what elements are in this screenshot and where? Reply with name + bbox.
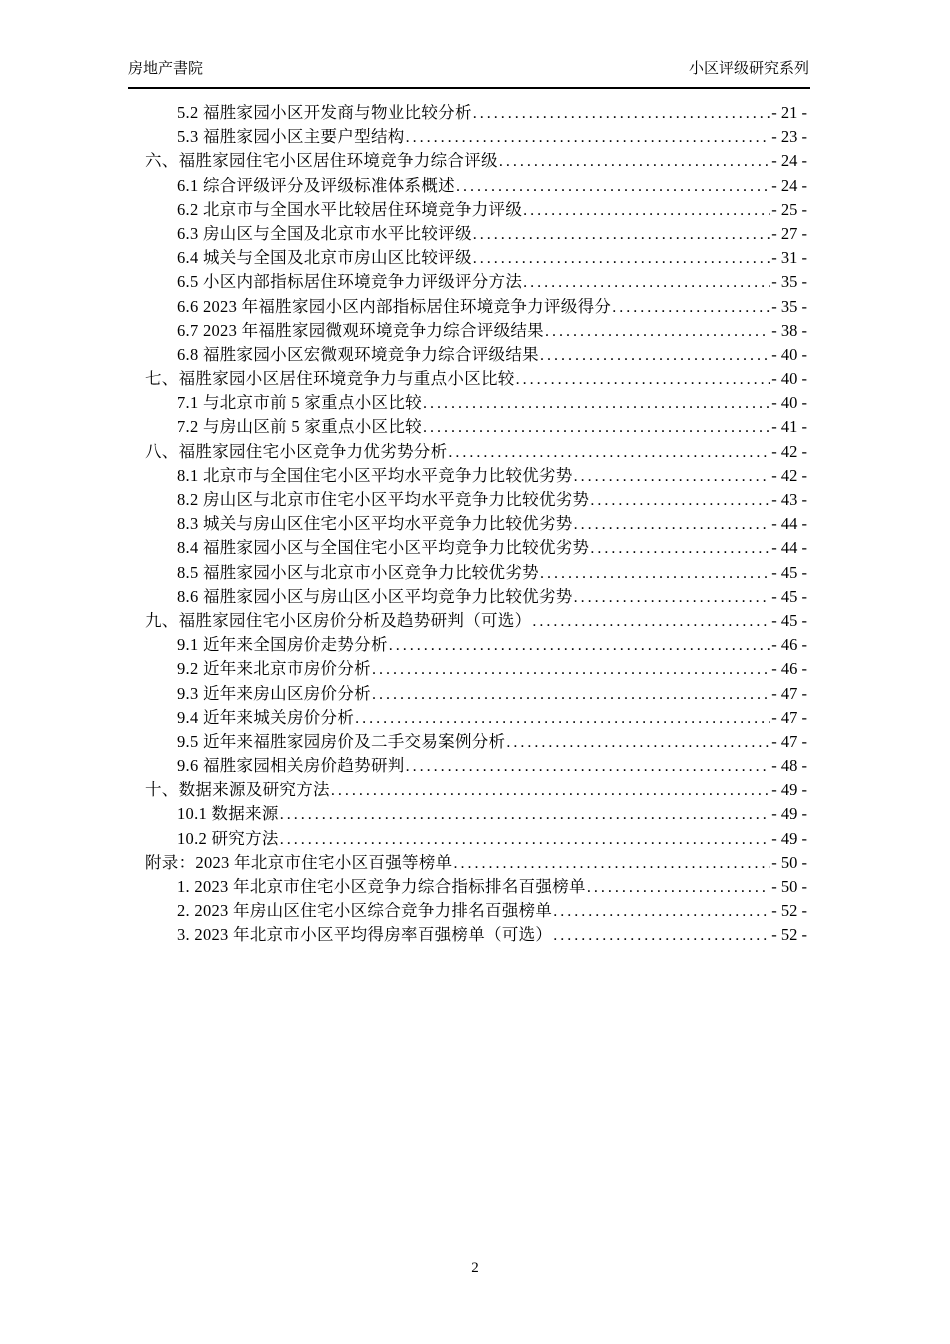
toc-leader-dots — [473, 101, 771, 126]
toc-entry[interactable] — [128, 270, 807, 294]
toc-entry-page-number: - 42 - — [771, 441, 807, 461]
toc-entry-page-number: - 43 - — [771, 490, 807, 509]
toc-entry-page-number: - 49 - — [771, 780, 807, 800]
toc-entry[interactable] — [128, 754, 807, 778]
toc-entry[interactable] — [128, 415, 807, 439]
toc-entry-page-number: - 40 - — [771, 393, 807, 413]
toc-entry[interactable] — [128, 464, 807, 488]
toc-entry[interactable] — [128, 198, 807, 222]
toc-entry[interactable] — [128, 174, 807, 198]
toc-leader-dots — [473, 222, 771, 247]
toc-entry-page-number: - 49 - — [771, 804, 807, 824]
toc-entry[interactable] — [128, 125, 807, 149]
toc-leader-dots — [506, 730, 770, 755]
toc-entry-page-number: - 49 - — [771, 828, 807, 848]
header-left-title: 房地产書院 — [128, 60, 204, 77]
toc-entry-label: 9.4 近年来城关房价分析 — [177, 707, 355, 727]
toc-entry-label: 十、数据来源及研究方法 — [145, 780, 330, 800]
toc-leader-dots — [456, 174, 770, 199]
toc-entry-label: 8.6 福胜家园小区与房山区小区平均竞争力比较优劣势 — [177, 586, 573, 606]
toc-leader-dots — [553, 899, 770, 924]
toc-entry-label: 6.8 福胜家园小区宏微观环境竞争力综合评级结果 — [177, 344, 539, 364]
toc-entry[interactable] — [128, 778, 807, 802]
footer-page-number: 2 — [471, 1260, 479, 1276]
toc-entry-label: 八、福胜家园住宅小区竞争力优劣势分析 — [145, 441, 448, 461]
toc-entry[interactable] — [128, 222, 807, 246]
toc-leader-dots — [355, 706, 770, 731]
toc-entry-page-number: - 24 - — [771, 151, 807, 171]
toc-entry[interactable] — [128, 295, 807, 319]
toc-leader-dots — [372, 657, 770, 682]
toc-entry[interactable] — [128, 101, 807, 125]
toc-entry-page-number: - 50 - — [771, 852, 807, 872]
toc-entry-label: 9.2 近年来北京市房价分析 — [177, 659, 371, 679]
toc-entry-label: 8.5 福胜家园小区与北京市小区竞争力比较优劣势 — [177, 562, 539, 582]
toc-entry-label: 6.4 城关与全国及北京市房山区比较评级 — [177, 248, 472, 268]
toc-entry[interactable] — [128, 561, 807, 585]
toc-leader-dots — [448, 440, 770, 465]
toc-leader-dots — [280, 827, 771, 852]
toc-entry-page-number: - 52 - — [771, 901, 807, 921]
toc-entry-page-number: - 47 - — [771, 731, 807, 751]
toc-leader-dots — [389, 633, 771, 658]
toc-entry-page-number: - 40 - — [771, 369, 807, 389]
toc-entry[interactable] — [128, 923, 807, 947]
toc-entry-page-number: - 25 - — [771, 199, 807, 219]
toc-leader-dots — [540, 343, 770, 368]
toc-entry-page-number: - 35 - — [771, 296, 807, 316]
toc-entry-label: 8.3 城关与房山区住宅小区平均水平竞争力比较优劣势 — [177, 514, 573, 534]
toc-entry-label: 5.3 福胜家园小区主要户型结构 — [177, 127, 405, 147]
toc-entry-page-number: - 45 - — [771, 586, 807, 606]
toc-leader-dots — [553, 923, 770, 948]
toc-entry[interactable] — [128, 802, 807, 826]
toc-leader-dots — [574, 585, 771, 610]
toc-entry-page-number: - 47 - — [771, 707, 807, 727]
toc-entry-label: 1. 2023 年北京市住宅小区竞争力综合指标排名百强榜单 — [177, 877, 586, 896]
toc-entry-page-number: - 35 - — [771, 272, 807, 292]
toc-entry-label: 8.1 北京市与全国住宅小区平均水平竞争力比较优劣势 — [177, 465, 573, 485]
toc-leader-dots — [516, 367, 771, 392]
toc-entry-label: 6.7 2023 年福胜家园微观环境竞争力综合评级结果 — [177, 320, 544, 340]
toc-entry[interactable] — [128, 585, 807, 609]
toc-leader-dots — [590, 488, 770, 513]
toc-entry-label: 6.3 房山区与全国及北京市水平比较评级 — [177, 223, 472, 243]
toc-leader-dots — [499, 149, 770, 174]
toc-leader-dots — [423, 391, 770, 416]
toc-leader-dots — [423, 415, 770, 440]
toc-entry-label: 九、福胜家园住宅小区房价分析及趋势研判（可选） — [145, 610, 532, 630]
toc-entry-label: 5.2 福胜家园小区开发商与物业比较分析 — [177, 103, 472, 122]
toc-entry[interactable] — [128, 343, 807, 367]
toc-entry-page-number: - 46 - — [771, 659, 807, 679]
toc-entry[interactable] — [128, 536, 807, 560]
toc-leader-dots — [590, 536, 770, 561]
toc-leader-dots — [587, 875, 770, 900]
toc-entry[interactable] — [128, 633, 807, 657]
toc-entry-page-number: - 21 - — [771, 103, 807, 122]
toc-entry-label: 7.1 与北京市前 5 家重点小区比较 — [177, 393, 422, 413]
toc-entry-page-number: - 41 - — [771, 417, 807, 437]
toc-entry-label: 10.1 数据来源 — [177, 804, 279, 824]
toc-entry[interactable] — [128, 730, 807, 754]
toc-entry[interactable] — [128, 391, 807, 415]
toc-leader-dots — [574, 512, 771, 537]
toc-entry-label: 6.2 北京市与全国水平比较居住环境竞争力评级 — [177, 199, 523, 219]
toc-entry[interactable] — [128, 706, 807, 730]
page-header — [128, 58, 809, 80]
toc-entry[interactable] — [128, 657, 807, 681]
toc-entry-page-number: - 24 - — [771, 175, 807, 195]
toc-entry-page-number: - 27 - — [771, 223, 807, 243]
toc-entry-label: 六、福胜家园住宅小区居住环境竞争力综合评级 — [145, 151, 498, 171]
toc-entry[interactable] — [128, 682, 807, 706]
toc-leader-dots — [331, 778, 770, 803]
toc-entry[interactable] — [128, 899, 807, 923]
toc-leader-dots — [453, 851, 770, 876]
toc-entry-label: 6.1 综合评级评分及评级标准体系概述 — [177, 175, 455, 195]
header-right-title: 小区评级研究系列 — [688, 60, 809, 77]
toc-leader-dots — [532, 609, 770, 634]
toc-entry[interactable] — [128, 246, 807, 270]
toc-leader-dots — [540, 561, 770, 586]
toc-entry-label: 3. 2023 年北京市小区平均得房率百强榜单（可选） — [177, 925, 553, 945]
toc-entry-page-number: - 38 - — [771, 320, 807, 340]
toc-entry[interactable] — [128, 827, 807, 851]
toc-entry[interactable] — [128, 488, 807, 512]
toc-leader-dots — [523, 198, 770, 223]
toc-leader-dots — [545, 319, 770, 344]
toc-entry[interactable] — [128, 319, 807, 343]
toc-entry-label: 6.6 2023 年福胜家园小区内部指标居住环境竞争力评级得分 — [177, 296, 612, 316]
page-footer — [0, 1258, 950, 1278]
toc-entry-label: 9.3 近年来房山区房价分析 — [177, 683, 371, 703]
toc-leader-dots — [280, 802, 771, 827]
toc-entry[interactable] — [128, 875, 807, 899]
toc-leader-dots — [372, 682, 770, 707]
toc-entry-label: 附录：2023 年北京市住宅小区百强等榜单 — [145, 852, 453, 872]
toc-entry-label: 7.2 与房山区前 5 家重点小区比较 — [177, 417, 422, 437]
toc-list — [128, 101, 807, 948]
toc-entry-label: 8.2 房山区与北京市住宅小区平均水平竞争力比较优劣势 — [177, 490, 590, 509]
toc-entry-label: 9.1 近年来全国房价走势分析 — [177, 635, 388, 655]
toc-entry-page-number: - 44 - — [771, 538, 807, 558]
toc-entry-page-number: - 40 - — [771, 344, 807, 364]
toc-entry-page-number: - 44 - — [771, 514, 807, 534]
toc-entry-label: 9.6 福胜家园相关房价趋势研判 — [177, 756, 405, 776]
toc-entry-page-number: - 48 - — [771, 756, 807, 776]
toc-entry-label: 2. 2023 年房山区住宅小区综合竞争力排名百强榜单 — [177, 901, 553, 921]
toc-leader-dots — [523, 270, 770, 295]
toc-leader-dots — [473, 246, 771, 271]
toc-entry-page-number: - 45 - — [771, 562, 807, 582]
toc-entry-label: 8.4 福胜家园小区与全国住宅小区平均竞争力比较优劣势 — [177, 538, 590, 558]
header-rule — [128, 87, 810, 89]
toc-entry-page-number: - 23 - — [771, 127, 807, 147]
toc-entry-page-number: - 47 - — [771, 683, 807, 703]
toc-entry-label: 10.2 研究方法 — [177, 828, 279, 848]
toc-leader-dots — [612, 295, 770, 320]
toc-entry-page-number: - 46 - — [771, 635, 807, 655]
toc-leader-dots — [406, 125, 771, 150]
toc-entry-page-number: - 42 - — [771, 465, 807, 485]
toc-leader-dots — [406, 754, 771, 779]
toc-entry[interactable] — [128, 851, 807, 875]
toc-entry[interactable] — [128, 367, 807, 391]
toc-entry-label: 七、福胜家园小区居住环境竞争力与重点小区比较 — [145, 369, 515, 389]
toc-entry[interactable] — [128, 609, 807, 633]
toc-entry[interactable] — [128, 512, 807, 536]
toc-entry-label: 6.5 小区内部指标居住环境竞争力评级评分方法 — [177, 272, 523, 292]
toc-entry-page-number: - 50 - — [771, 877, 807, 896]
toc-leader-dots — [574, 464, 771, 489]
toc-entry-page-number: - 45 - — [771, 610, 807, 630]
toc-entry-page-number: - 52 - — [771, 925, 807, 945]
toc-entry[interactable] — [128, 440, 807, 464]
toc-entry-label: 9.5 近年来福胜家园房价及二手交易案例分析 — [177, 731, 506, 751]
toc-entry-page-number: - 31 - — [771, 248, 807, 268]
toc-entry[interactable] — [128, 149, 807, 173]
